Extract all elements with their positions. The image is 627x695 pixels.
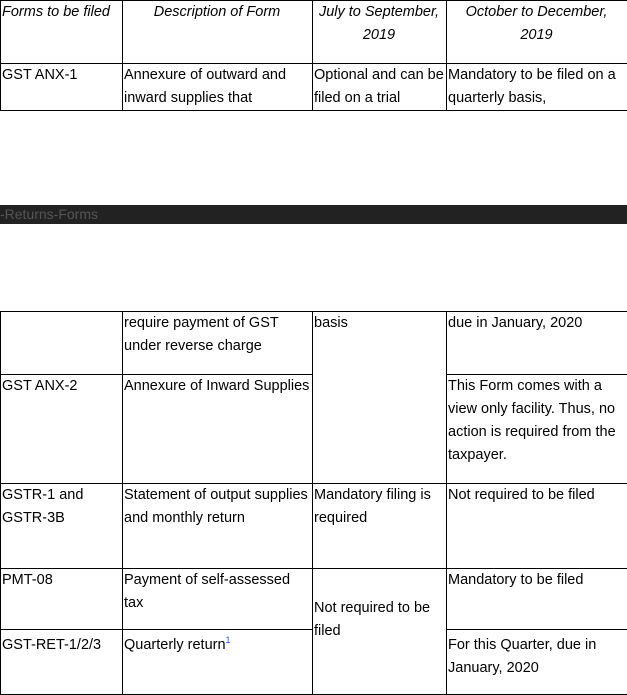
form-line-2: GSTR-3B [2, 510, 65, 526]
cell-oct-dec: Not required to be filed [447, 484, 627, 569]
table-row [1, 484, 627, 569]
header-jul-sep: July to September, 2019 [313, 1, 447, 64]
form-line-1: GSTR-1 and [2, 487, 83, 503]
description-text: Quarterly return [124, 637, 226, 653]
forms-table-bottom [0, 311, 627, 695]
cell-jul-sep: basis [313, 312, 447, 484]
header-forms: Forms to be filed [1, 1, 123, 64]
cell-form: GST-RET-1/2/3 [1, 630, 123, 695]
table-row [1, 312, 627, 375]
cell-oct-dec: For this Quarter, due in January, 2020 [447, 630, 627, 695]
section-banner: -Returns-Forms [0, 205, 627, 224]
cell-form: GST ANX-1 [1, 64, 123, 111]
cell-description: Payment of self-assessed tax [123, 569, 313, 630]
cell-oct-dec: Mandatory to be filed on a quarterly basis, [447, 64, 627, 111]
cell-form: GST ANX-2 [1, 375, 123, 484]
cell-oct-dec: due in January, 2020 [447, 312, 627, 375]
table-header-row [1, 1, 627, 64]
cell-form [1, 312, 123, 375]
cell-oct-dec: This Form comes with a view only facility. Thus, no action is required from the taxpayer. [447, 375, 627, 484]
cell-description: Annexure of outward and inward supplies that [123, 64, 313, 111]
cell-jul-sep: Optional and can be filed on a trial [313, 64, 447, 111]
cell-description [123, 630, 313, 695]
table-row [1, 64, 627, 111]
jul-sep-text: Not required to be filed [314, 600, 430, 639]
cell-oct-dec: Mandatory to be filed [447, 569, 627, 630]
cell-description: Statement of output supplies and monthly return [123, 484, 313, 569]
cell-jul-sep [313, 569, 447, 695]
header-oct-dec: October to December, 2019 [447, 1, 627, 64]
cell-description: Annexure of Inward Supplies [123, 375, 313, 484]
header-description: Description of Form [123, 1, 313, 64]
cell-jul-sep: Mandatory filing is required [313, 484, 447, 569]
footnote-link[interactable]: 1 [226, 635, 231, 645]
cell-description: require payment of GST under reverse charge [123, 312, 313, 375]
cell-form [1, 484, 123, 569]
forms-table-top [0, 0, 627, 111]
table-row [1, 569, 627, 630]
cell-form: PMT-08 [1, 569, 123, 630]
